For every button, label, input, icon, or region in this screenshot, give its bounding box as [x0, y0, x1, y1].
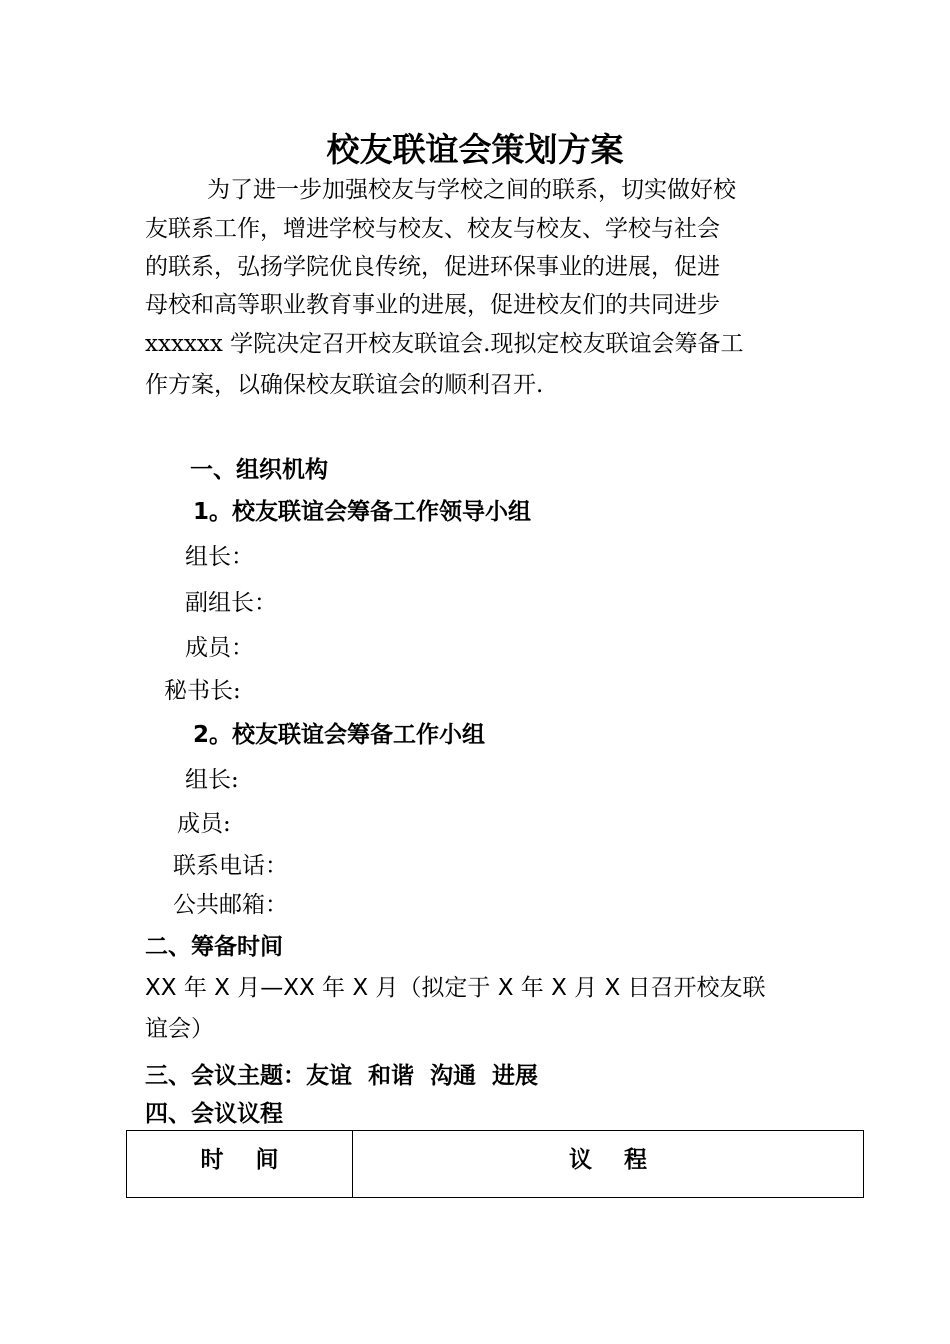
intro-line-5: xxxxxx 学院决定召开校友联谊会.现拟定校友联谊会筹备工 — [145, 331, 744, 357]
agenda-table-header-row — [127, 1131, 864, 1198]
prep-time-line-2: 谊会） — [145, 1016, 214, 1042]
group1-heading: 1。校友联谊会筹备工作领导小组 — [193, 499, 532, 525]
section-heading-prep-time: 二、筹备时间 — [145, 934, 283, 960]
section-heading-organization: 一、组织机构 — [190, 457, 328, 483]
group1-leader-label: 组长： — [185, 544, 254, 570]
intro-line-4: 母校和高等职业教育事业的进展，促进校友们的共同进步 — [145, 292, 720, 318]
prep-time-line-1: XX 年 X 月—XX 年 X 月（拟定于 X 年 X 月 X 日召开校友联 — [145, 975, 766, 1001]
intro-line-1: 为了进一步加强校友与学校之间的联系，切实做好校 — [207, 177, 736, 203]
group2-leader-label: 组长: — [185, 767, 239, 793]
intro-line-6: 作方案，以确保校友联谊会的顺利召开. — [145, 372, 544, 398]
agenda-table — [126, 1130, 864, 1198]
group1-secretary-label: 秘书长: — [164, 678, 241, 704]
group1-deputy-label: 副组长： — [185, 590, 277, 616]
group1-members-label: 成员： — [185, 635, 254, 661]
group2-email-label: 公共邮箱： — [173, 892, 288, 918]
section-heading-agenda: 四、会议议程 — [145, 1101, 283, 1127]
agenda-header-program: 议 程 — [353, 1131, 864, 1198]
group2-heading: 2。校友联谊会筹备工作小组 — [193, 722, 486, 748]
agenda-header-time: 时 间 — [127, 1131, 353, 1198]
document-title: 校友联谊会策划方案 — [326, 130, 624, 169]
group2-phone-label: 联系电话： — [173, 853, 288, 879]
intro-line-2: 友联系工作，增进学校与校友、校友与校友、学校与社会 — [145, 216, 720, 242]
intro-line-3: 的联系，弘扬学院优良传统，促进环保事业的进展，促进 — [145, 254, 720, 280]
group2-members-label: 成员: — [177, 811, 231, 837]
section-heading-theme: 三、会议主题：友谊 和谐 沟通 进展 — [145, 1063, 539, 1089]
